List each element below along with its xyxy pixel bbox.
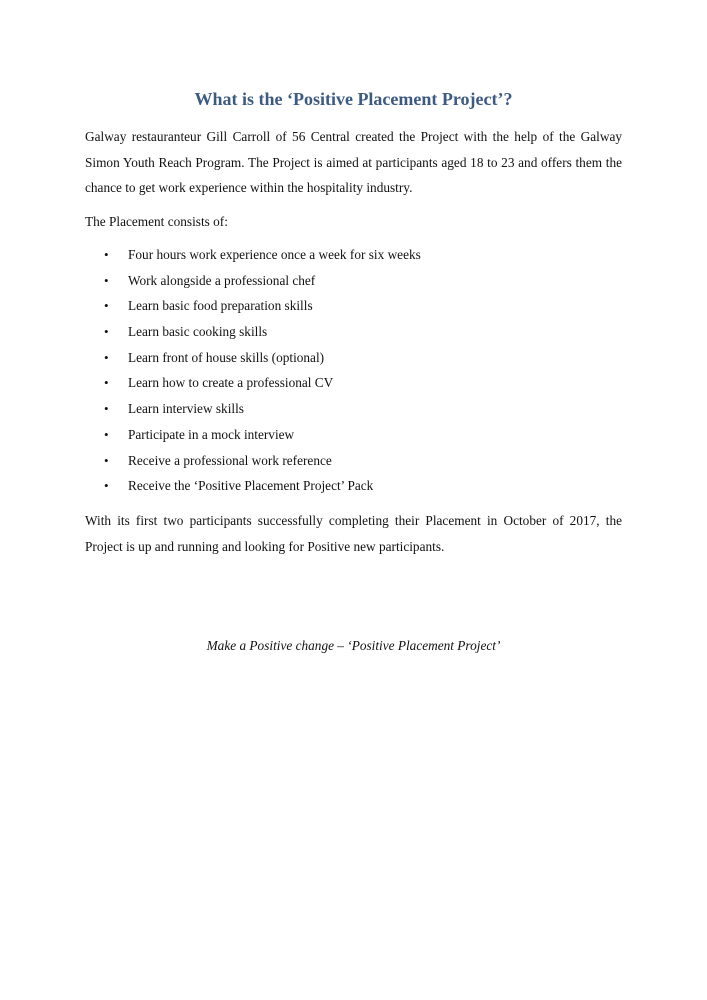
- list-item: [85, 242, 622, 268]
- list-item-text: Receive the ‘Positive Placement Project’ Pack: [128, 478, 374, 494]
- list-item: [85, 448, 622, 474]
- list-item-text: Learn interview skills: [128, 401, 244, 417]
- list-item: [85, 293, 622, 319]
- bullet-icon: •: [104, 478, 109, 494]
- bullet-icon: •: [104, 247, 109, 262]
- list-item-text: Learn front of house skills (optional): [128, 349, 325, 365]
- intro-paragraph: Galway restauranteur Gill Carroll of 56 Central created the Project with the help of the Galway Simon Youth Reach Program. The Project is aimed at participants aged 18 to 23 and offers them the chance to get work experience within the hospitality industry.: [85, 129, 622, 195]
- bullet-icon: •: [104, 298, 109, 314]
- bullet-icon: •: [104, 375, 109, 391]
- list-item: [85, 370, 622, 396]
- bullet-icon: •: [104, 426, 109, 442]
- list-item-text: Participate in a mock interview: [128, 426, 295, 442]
- list-item: [85, 345, 622, 371]
- list-item: [85, 422, 622, 448]
- list-item-text: Work alongside a professional chef: [128, 272, 316, 288]
- bullet-icon: •: [104, 272, 109, 288]
- placement-items-list: [85, 242, 622, 499]
- list-item: [85, 473, 622, 499]
- list-item-text: Four hours work experience once a week for six weeks: [128, 247, 421, 262]
- closing-paragraph: With its first two participants successfully completing their Placement in October of 2017, the Project is up and running and looking for Positive new participants.: [85, 513, 622, 554]
- list-item: [85, 319, 622, 345]
- tagline: Make a Positive change – ‘Positive Placement Project’: [206, 638, 501, 653]
- list-item-text: Learn basic food preparation skills: [128, 298, 313, 314]
- bullet-icon: •: [104, 349, 109, 365]
- list-item: [85, 396, 622, 422]
- list-item-text: Learn basic cooking skills: [128, 324, 268, 340]
- list-item: [85, 268, 622, 294]
- bullet-icon: •: [104, 401, 109, 417]
- placement-consists-label: The Placement consists of:: [85, 214, 228, 229]
- list-item-text: Learn how to create a professional CV: [128, 375, 334, 391]
- bullet-icon: •: [104, 324, 109, 340]
- page-title: What is the ‘Positive Placement Project’?: [194, 89, 513, 109]
- list-item-text: Receive a professional work reference: [128, 452, 332, 468]
- bullet-icon: •: [104, 452, 109, 468]
